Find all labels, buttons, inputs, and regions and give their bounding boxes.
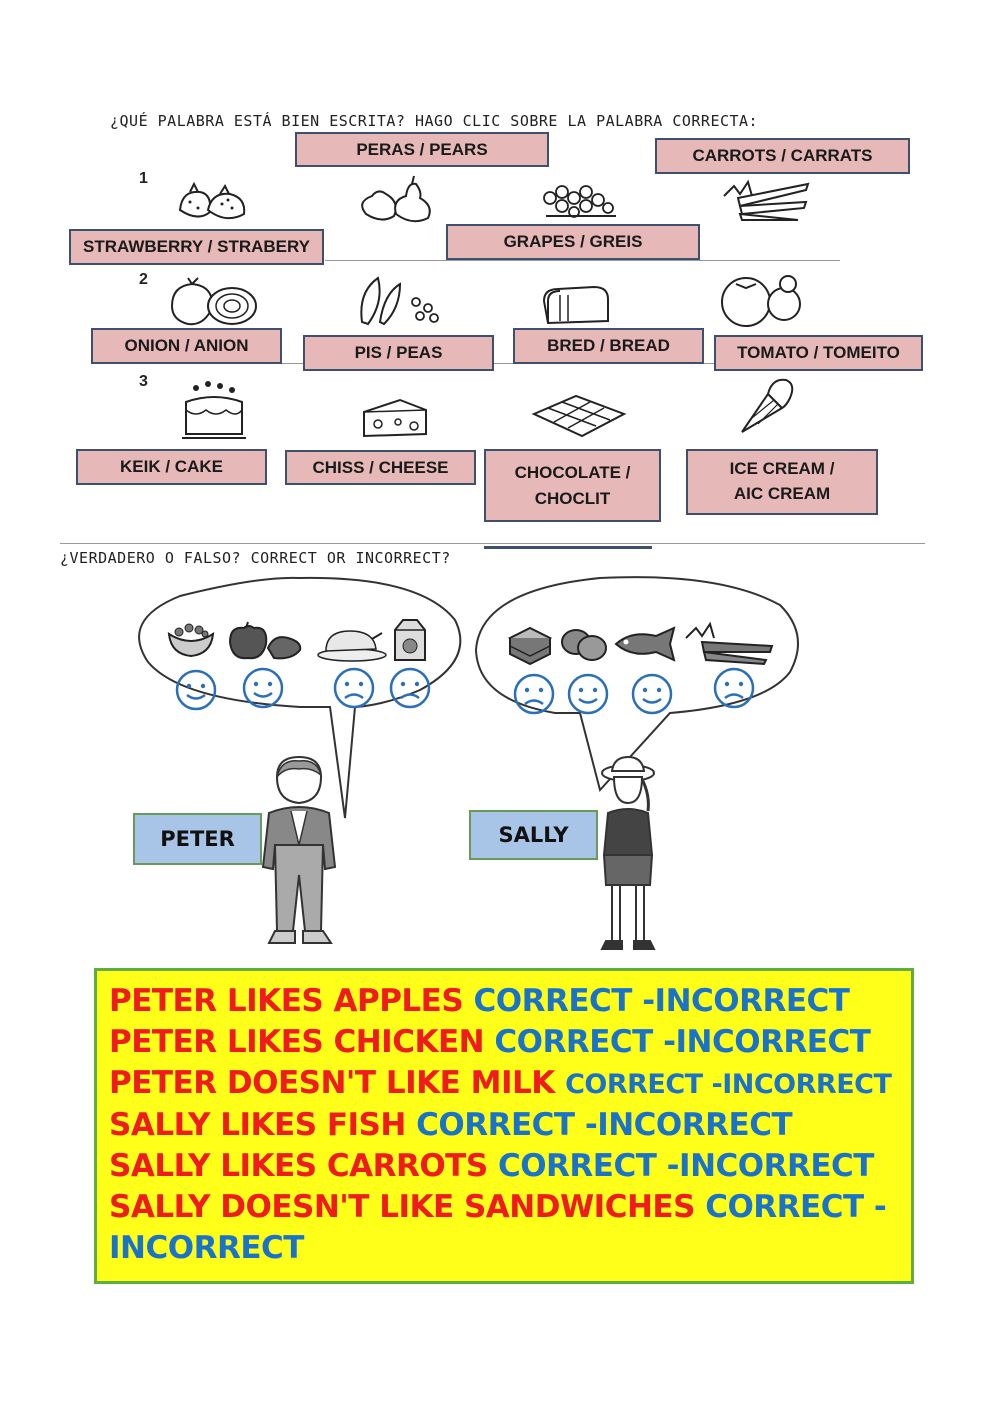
sally-figure bbox=[590, 755, 670, 960]
peter-name-box: PETER bbox=[133, 813, 262, 865]
sally-face-1-sad-icon bbox=[512, 672, 556, 716]
sally-face-2-happy-icon bbox=[566, 672, 610, 716]
statement-1-answer[interactable]: CORRECT -INCORRECT bbox=[473, 983, 850, 1019]
statement-4-text: SALLY LIKES FISH bbox=[109, 1107, 406, 1143]
section2-title: ¿VERDADERO O FALSO? CORRECT OR INCORRECT? bbox=[60, 549, 451, 567]
statement-2 bbox=[109, 1022, 899, 1063]
option-tomato[interactable]: TOMATO / TOMEITO bbox=[714, 335, 923, 371]
statement-6-cont bbox=[109, 1228, 899, 1269]
option-peas[interactable]: PIS / PEAS bbox=[303, 335, 494, 371]
option-carrots[interactable]: CARROTS / CARRATS bbox=[655, 138, 910, 174]
statement-5-text: SALLY LIKES CARROTS bbox=[109, 1148, 488, 1184]
cereal-icon bbox=[165, 620, 217, 660]
statement-2-answer[interactable]: CORRECT -INCORRECT bbox=[494, 1024, 871, 1060]
peter-face-3-sad-icon bbox=[332, 666, 376, 710]
statement-3-text: PETER DOESN'T LIKE MILK bbox=[109, 1065, 555, 1101]
statement-4-answer[interactable]: CORRECT -INCORRECT bbox=[416, 1107, 793, 1143]
statement-6-answer-cont[interactable]: INCORRECT bbox=[109, 1230, 304, 1266]
statement-5-answer[interactable]: CORRECT -INCORRECT bbox=[497, 1148, 874, 1184]
statements-panel bbox=[94, 968, 914, 1284]
sally-carrot-icon bbox=[682, 622, 778, 666]
option-ice-cream[interactable]: ICE CREAM / AIC CREAM bbox=[686, 449, 878, 515]
statement-5 bbox=[109, 1146, 899, 1187]
statement-2-text: PETER LIKES CHICKEN bbox=[109, 1024, 485, 1060]
sally-face-3-happy-icon bbox=[630, 672, 674, 716]
option-pears[interactable]: PERAS / PEARS bbox=[295, 132, 549, 167]
row-number-3: 3 bbox=[139, 373, 148, 390]
sandwich-icon bbox=[506, 624, 554, 664]
option-cake[interactable]: KEIK / CAKE bbox=[76, 449, 267, 485]
fish-icon bbox=[612, 626, 678, 664]
peter-figure bbox=[255, 755, 345, 960]
apple-icon bbox=[226, 620, 306, 662]
peter-face-2-happy-icon bbox=[241, 666, 285, 710]
statement-6-text: SALLY DOESN'T LIKE SANDWICHES bbox=[109, 1189, 695, 1225]
sally-face-4-sad-icon bbox=[712, 666, 756, 710]
statement-6 bbox=[109, 1187, 899, 1228]
statement-6-answer[interactable]: CORRECT - bbox=[705, 1189, 887, 1225]
option-onion[interactable]: ONION / ANION bbox=[91, 328, 282, 364]
option-grapes[interactable]: GRAPES / GREIS bbox=[446, 224, 700, 260]
statement-1 bbox=[109, 981, 899, 1022]
option-cheese[interactable]: CHISS / CHEESE bbox=[285, 450, 476, 485]
statement-1-text: PETER LIKES APPLES bbox=[109, 983, 464, 1019]
option-strawberry[interactable]: STRAWBERRY / STRABERY bbox=[69, 229, 324, 265]
peter-face-4-sad-icon bbox=[388, 666, 432, 710]
milk-icon bbox=[391, 616, 429, 662]
sally-name-box: SALLY bbox=[469, 810, 598, 860]
option-chocolate[interactable]: CHOCOLATE / CHOCLIT bbox=[484, 449, 661, 522]
instruction-text: ¿QUÉ PALABRA ESTÁ BIEN ESCRITA? HAGO CLIC SOBRE LA PALABRA CORRECTA: bbox=[110, 112, 759, 130]
statement-3 bbox=[109, 1063, 899, 1105]
option-bread[interactable]: BRED / BREAD bbox=[513, 328, 704, 364]
statement-3-answer[interactable]: CORRECT -INCORRECT bbox=[565, 1069, 892, 1100]
row-number-2: 2 bbox=[139, 271, 148, 288]
peter-face-1-happy-icon bbox=[174, 668, 218, 712]
statement-4 bbox=[109, 1105, 899, 1146]
row-number-1: 1 bbox=[139, 170, 148, 187]
chicken-icon bbox=[316, 623, 388, 663]
potato-icon bbox=[560, 624, 608, 664]
